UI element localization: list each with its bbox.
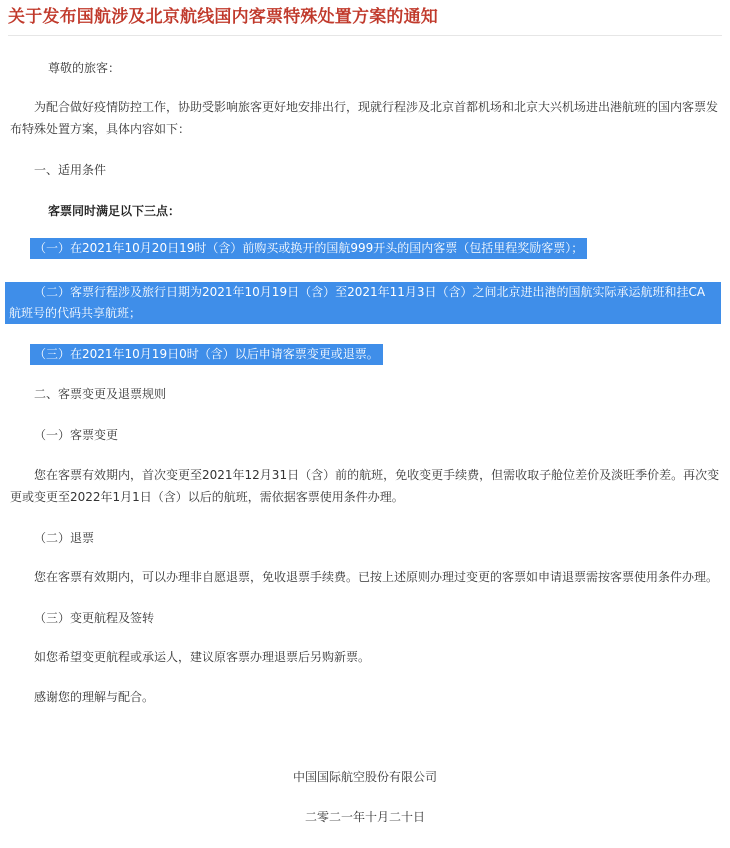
condition-item-1: （一）在2021年10月20日19时（含）前购买或换开的国航999开头的国内客票（包括里程奖励客票）； <box>30 238 587 259</box>
title-divider <box>8 35 722 36</box>
condition-item-2: （二）客票行程涉及旅行日期为2021年10月19日（含）至2021年11月3日（含）之间北京进出港的国航实际承运航班和挂CA航班号的代码共享航班； <box>5 282 721 324</box>
greeting: 尊敬的旅客： <box>48 61 121 75</box>
refund-paragraph: 您在客票有效期内，可以办理非自愿退票，免收退票手续费。已按上述原则办理过变更的客票如申请退票需按客票使用条件办理。 <box>34 570 719 584</box>
section-1-heading: 一、适用条件 <box>34 163 107 177</box>
intro-paragraph: 为配合做好疫情防控工作，协助受影响旅客更好地安排出行，现就行程涉及北京首都机场和北京大兴机场进出港航班的国内客票发布特殊处置方案，具体内容如下： <box>10 100 719 136</box>
date: 二零二一年十月二十日 <box>304 810 425 824</box>
page-title: 关于发布国航涉及北京航线国内客票特殊处置方案的通知 <box>8 7 438 27</box>
change-heading: （一）客票变更 <box>34 428 119 442</box>
thanks-text: 感谢您的理解与配合。 <box>34 690 155 704</box>
change-paragraph: 您在客票有效期内，首次变更至2021年12月31日（含）前的航班，免收变更手续费，但需收取子舱位差价及淡旺季价差。再次变更或变更至2022年1月1日（含）以后的航班，需依据客票使用条件办理。 <box>10 468 720 504</box>
endorse-heading: （三）变更航程及签转 <box>34 611 155 625</box>
endorse-paragraph: 如您希望变更航程或承运人，建议原客票办理退票后另购新票。 <box>34 650 371 664</box>
refund-heading: （二）退票 <box>34 531 95 545</box>
condition-item-3: （三）在2021年10月19日0时（含）以后申请客票变更或退票。 <box>30 344 383 365</box>
section-1-lead: 客票同时满足以下三点： <box>48 204 181 218</box>
section-2-heading: 二、客票变更及退票规则 <box>34 387 167 401</box>
signature: 中国国际航空股份有限公司 <box>292 770 437 784</box>
